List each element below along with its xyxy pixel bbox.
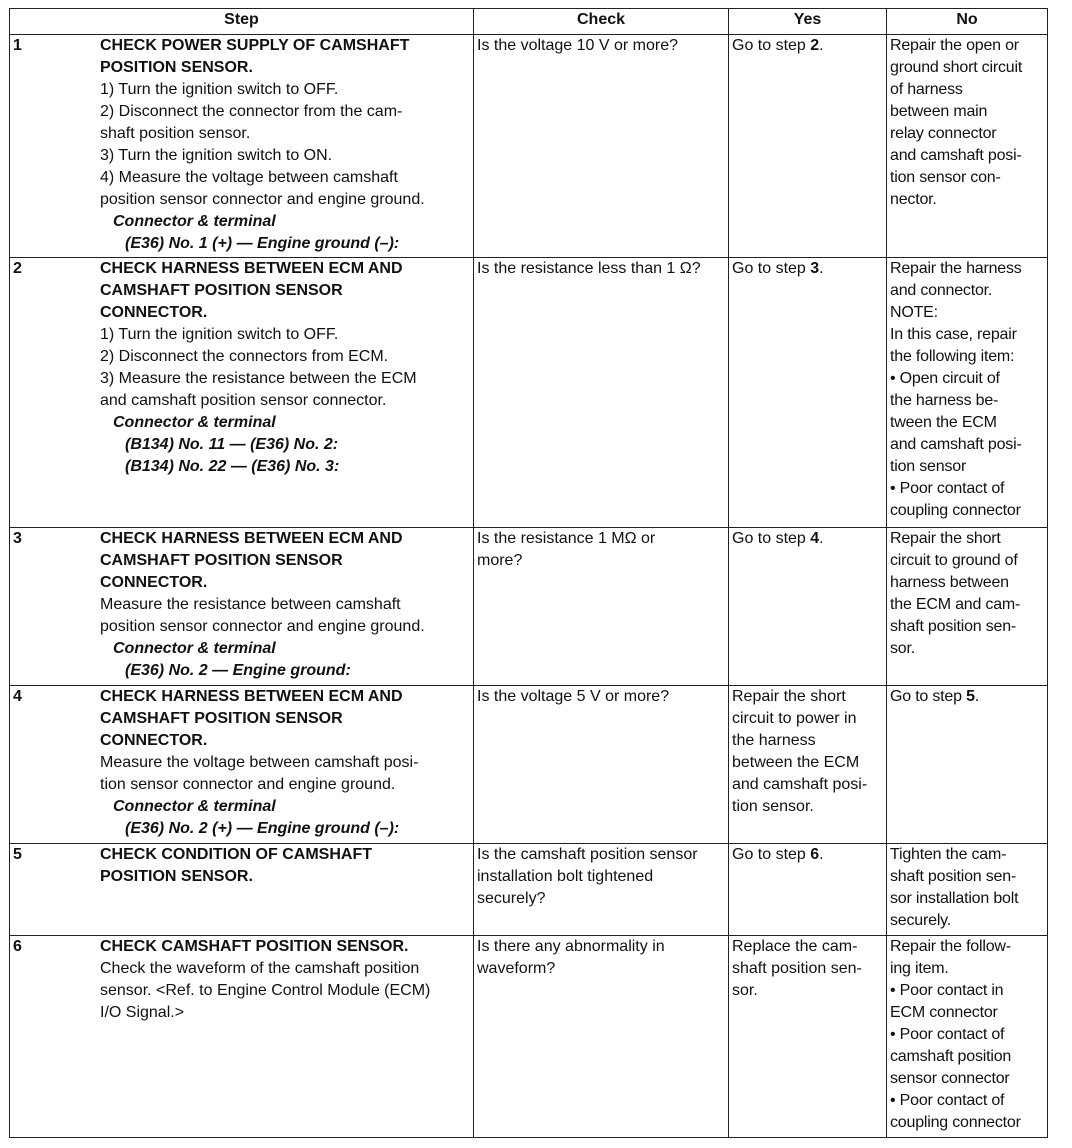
check-line: waveform? xyxy=(477,960,556,977)
no-line: In this case, repair xyxy=(890,326,1017,343)
yes-step-ref: 6 xyxy=(810,846,820,863)
terminal-line: (E36) No. 1 (+) — Engine ground (–): xyxy=(125,235,400,252)
no-line: sensor connector xyxy=(890,1070,1010,1087)
instruction-line: 2) Disconnect the connectors from ECM. xyxy=(100,348,389,365)
no-line: sor installation bolt xyxy=(890,890,1019,907)
instruction-line: sensor. <Ref. to Engine Control Module (ECM) xyxy=(100,982,431,999)
diagnostic-table xyxy=(9,8,1048,1138)
check-line: installation bolt tightened xyxy=(477,868,654,885)
no-line: and camshaft posi- xyxy=(890,436,1022,453)
yes-line: sor. xyxy=(732,982,758,999)
instruction-line: I/O Signal.> xyxy=(100,1004,185,1021)
check-cell xyxy=(474,844,729,936)
check-line: Is the resistance 1 MΩ or xyxy=(477,530,656,547)
yes-cell xyxy=(729,528,887,686)
yes-suffix: . xyxy=(819,846,824,863)
instruction-line: 2) Disconnect the connector from the cam- xyxy=(100,103,403,120)
yes-line: the harness xyxy=(732,732,816,749)
title-line: CHECK HARNESS BETWEEN ECM AND xyxy=(100,260,403,277)
check-line: Is the voltage 10 V or more? xyxy=(477,37,678,54)
step-number: 4 xyxy=(13,688,22,705)
yes-suffix: . xyxy=(819,37,824,54)
title-line: POSITION SENSOR. xyxy=(100,59,253,76)
table-row xyxy=(10,686,1048,844)
no-line: ECM connector xyxy=(890,1004,998,1021)
no-text: Go to step xyxy=(890,688,967,705)
no-cell xyxy=(887,258,1048,528)
no-line: securely. xyxy=(890,912,952,929)
no-line: Repair the short xyxy=(890,530,1001,547)
header-yes: Yes xyxy=(729,9,887,35)
no-suffix: . xyxy=(974,688,980,705)
instruction-line: and camshaft position sensor connector. xyxy=(100,392,387,409)
no-line: coupling connector xyxy=(890,502,1021,519)
table-row xyxy=(10,258,1048,528)
no-line: sor. xyxy=(890,640,915,657)
yes-line: Repair the short xyxy=(732,688,846,705)
instruction-line: 3) Turn the ignition switch to ON. xyxy=(100,147,333,164)
title-line: POSITION SENSOR. xyxy=(100,868,253,885)
no-cell xyxy=(887,35,1048,258)
step-title xyxy=(100,844,468,888)
no-line: harness between xyxy=(890,574,1009,591)
terminal-line: (B134) No. 11 — (E36) No. 2: xyxy=(125,436,339,453)
step-number: 2 xyxy=(13,260,22,277)
instruction-line: Measure the resistance between camshaft xyxy=(100,596,401,613)
step-cell xyxy=(10,258,474,528)
yes-line: Replace the cam- xyxy=(732,938,858,955)
yes-line: shaft position sen- xyxy=(732,960,862,977)
yes-cell xyxy=(729,686,887,844)
step-number: 1 xyxy=(13,37,22,54)
no-line: Tighten the cam- xyxy=(890,846,1007,863)
terminal-line: (E36) No. 2 (+) — Engine ground (–): xyxy=(125,820,400,837)
table-row xyxy=(10,936,1048,1138)
header-no: No xyxy=(887,9,1048,35)
step-number: 3 xyxy=(13,530,22,547)
yes-step-ref: 2 xyxy=(810,37,820,54)
title-line: CHECK HARNESS BETWEEN ECM AND xyxy=(100,530,403,547)
title-line: CHECK HARNESS BETWEEN ECM AND xyxy=(100,688,403,705)
step-cell xyxy=(10,35,474,258)
no-line: the ECM and cam- xyxy=(890,596,1021,613)
step-number: 6 xyxy=(13,938,22,955)
title-line: CAMSHAFT POSITION SENSOR xyxy=(100,282,343,299)
connector-heading: Connector & terminal xyxy=(113,640,276,657)
no-line: Repair the follow- xyxy=(890,938,1011,955)
no-line: camshaft position xyxy=(890,1048,1012,1065)
instruction-line: 1) Turn the ignition switch to OFF. xyxy=(100,326,339,343)
yes-step-ref: 4 xyxy=(810,530,820,547)
no-line: relay connector xyxy=(890,125,997,142)
yes-cell xyxy=(729,35,887,258)
no-cell xyxy=(887,686,1048,844)
title-line: CAMSHAFT POSITION SENSOR xyxy=(100,710,343,727)
check-cell xyxy=(474,936,729,1138)
title-line: CONNECTOR. xyxy=(100,574,208,591)
no-cell xyxy=(887,936,1048,1138)
check-line: Is the camshaft position sensor xyxy=(477,846,698,863)
title-line: CHECK CAMSHAFT POSITION SENSOR. xyxy=(100,938,409,955)
step-title xyxy=(100,686,468,752)
no-line: and connector. xyxy=(890,282,993,299)
header-row xyxy=(10,9,1048,35)
connector-heading: Connector & terminal xyxy=(113,414,276,431)
instruction-line: Check the waveform of the camshaft position xyxy=(100,960,420,977)
no-line: NOTE: xyxy=(890,304,938,321)
title-line: CONNECTOR. xyxy=(100,304,208,321)
instruction-line: 4) Measure the voltage between camshaft xyxy=(100,169,398,186)
connector-heading: Connector & terminal xyxy=(113,213,276,230)
yes-suffix: . xyxy=(819,260,824,277)
no-line: circuit to ground of xyxy=(890,552,1018,569)
table-row xyxy=(10,844,1048,936)
no-line: • Poor contact in xyxy=(890,982,1004,999)
no-line: the harness be- xyxy=(890,392,999,409)
header-check: Check xyxy=(474,9,729,35)
title-line: CONNECTOR. xyxy=(100,732,208,749)
check-cell xyxy=(474,528,729,686)
step-number: 5 xyxy=(13,846,22,863)
yes-line: circuit to power in xyxy=(732,710,857,727)
yes-cell xyxy=(729,936,887,1138)
no-line: Repair the harness xyxy=(890,260,1022,277)
no-line: and camshaft posi- xyxy=(890,147,1022,164)
no-line: coupling connector xyxy=(890,1114,1021,1131)
instruction-line: Measure the voltage between camshaft posi- xyxy=(100,754,419,771)
step-cell xyxy=(10,686,474,844)
terminal-line: (E36) No. 2 — Engine ground: xyxy=(125,662,351,679)
check-cell xyxy=(474,686,729,844)
no-line: between main xyxy=(890,103,988,120)
instruction-line: shaft position sensor. xyxy=(100,125,251,142)
no-line: • Poor contact of xyxy=(890,1092,1005,1109)
yes-step-ref: 3 xyxy=(810,260,820,277)
no-line: Repair the open or xyxy=(890,37,1019,54)
yes-cell xyxy=(729,258,887,528)
title-line: CAMSHAFT POSITION SENSOR xyxy=(100,552,343,569)
instruction-line: position sensor connector and engine ground. xyxy=(100,191,425,208)
no-step-ref: 5 xyxy=(966,688,975,705)
no-line: the following item: xyxy=(890,348,1015,365)
instruction-line: 3) Measure the resistance between the ECM xyxy=(100,370,417,387)
table-row xyxy=(10,35,1048,258)
no-line: shaft position sen- xyxy=(890,618,1017,635)
yes-suffix: . xyxy=(819,530,824,547)
yes-cell xyxy=(729,844,887,936)
check-line: Is the voltage 5 V or more? xyxy=(477,688,670,705)
step-cell xyxy=(10,528,474,686)
no-line: • Poor contact of xyxy=(890,1026,1005,1043)
no-line: ground short circuit xyxy=(890,59,1023,76)
no-line: shaft position sen- xyxy=(890,868,1017,885)
no-line: ing item. xyxy=(890,960,949,977)
no-line: tion sensor con- xyxy=(890,169,1001,186)
check-line: more? xyxy=(477,552,523,569)
instruction-line: 1) Turn the ignition switch to OFF. xyxy=(100,81,339,98)
check-cell xyxy=(474,35,729,258)
no-line: of harness xyxy=(890,81,963,98)
yes-line: between the ECM xyxy=(732,754,860,771)
step-title xyxy=(100,35,468,79)
instruction-line: tion sensor connector and engine ground. xyxy=(100,776,396,793)
check-line: Is the resistance less than 1 Ω? xyxy=(477,260,701,277)
header-step: Step xyxy=(10,9,474,35)
title-line: CHECK CONDITION OF CAMSHAFT xyxy=(100,846,372,863)
no-line: tween the ECM xyxy=(890,414,997,431)
yes-text: Go to step xyxy=(732,260,811,277)
yes-line: tion sensor. xyxy=(732,798,814,815)
check-line: Is there any abnormality in xyxy=(477,938,665,955)
no-cell xyxy=(887,844,1048,936)
yes-text: Go to step xyxy=(732,846,811,863)
table-row xyxy=(10,528,1048,686)
no-line: • Poor contact of xyxy=(890,480,1005,497)
step-cell xyxy=(10,936,474,1138)
title-line: CHECK POWER SUPPLY OF CAMSHAFT xyxy=(100,37,410,54)
check-line: securely? xyxy=(477,890,546,907)
connector-heading: Connector & terminal xyxy=(113,798,276,815)
step-title xyxy=(100,936,468,958)
yes-text: Go to step xyxy=(732,530,811,547)
no-line: • Open circuit of xyxy=(890,370,1000,387)
step-title xyxy=(100,528,468,594)
no-line: tion sensor xyxy=(890,458,967,475)
no-line: nector. xyxy=(890,191,937,208)
yes-text: Go to step xyxy=(732,37,811,54)
instruction-line: position sensor connector and engine ground. xyxy=(100,618,425,635)
check-cell xyxy=(474,258,729,528)
step-cell xyxy=(10,844,474,936)
no-cell xyxy=(887,528,1048,686)
terminal-line: (B134) No. 22 — (E36) No. 3: xyxy=(125,458,340,475)
yes-line: and camshaft posi- xyxy=(732,776,868,793)
step-title xyxy=(100,258,468,324)
